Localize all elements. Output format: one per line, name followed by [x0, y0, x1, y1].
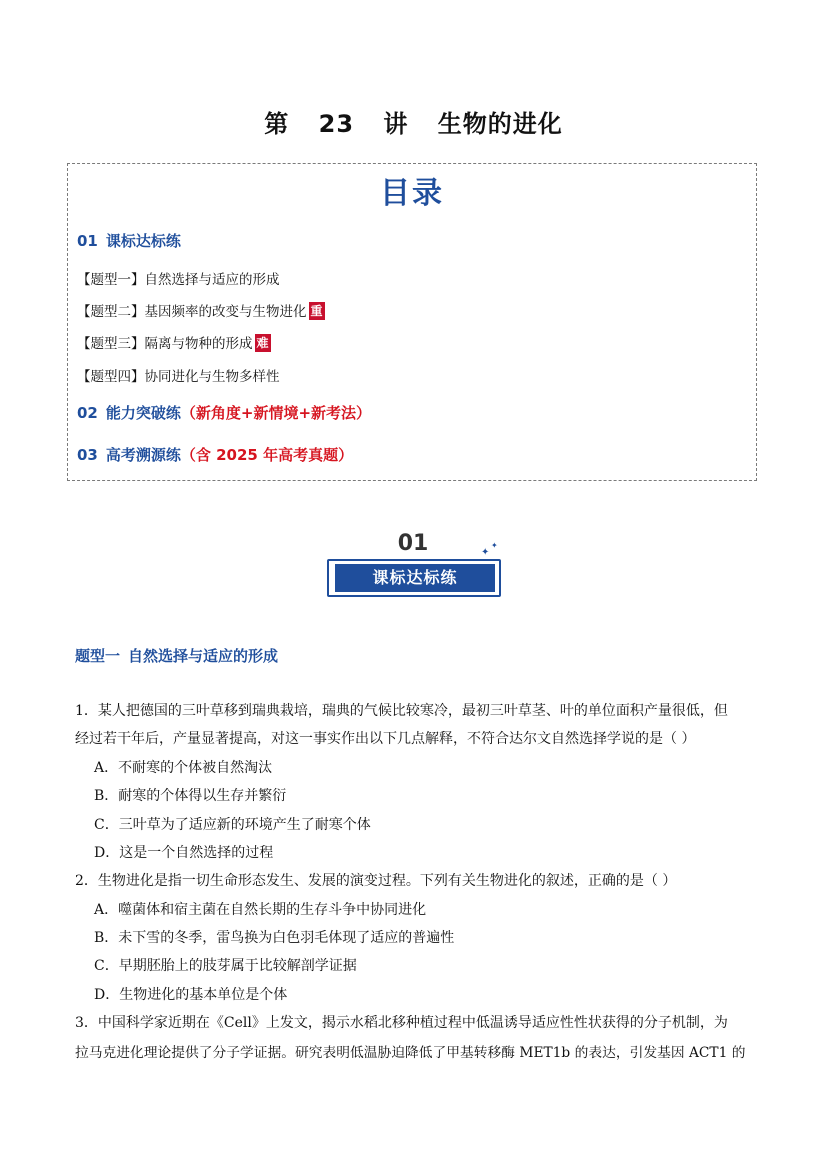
- toc-heading: 目录: [380, 176, 444, 211]
- question-1-line-2: 经过若干年后，产量显著提高，对这一事实作出以下几点解释，不符合达尔文自然选择学说的是（ ）: [75, 731, 696, 747]
- question-1-option-c[interactable]: C．三叶草为了适应新的环境产生了耐寒个体: [94, 817, 371, 833]
- toc-section-number: 01: [77, 232, 98, 250]
- type-title: 自然选择与适应的形成: [128, 647, 279, 665]
- question-1-option-a[interactable]: A．不耐寒的个体被自然淘汰: [94, 760, 273, 776]
- question-1-line-1: 1．某人把德国的三叶草移到瑞典栽培，瑞典的气候比较寒冷，最初三叶草茎、叶的单位面积产量很低，但: [75, 703, 728, 719]
- question-3-line-2: 拉马克进化理论提供了分子学证据。研究表明低温胁迫降低了甲基转移酶 MET1b 的表达，引发基因 ACT1 的: [75, 1045, 746, 1061]
- toc-type-2[interactable]: [77, 300, 325, 320]
- toc-type-3[interactable]: [77, 332, 271, 352]
- toc-section-extra: （含 2025 年高考真题）: [180, 446, 354, 464]
- toc-type-label: 【题型三】隔离与物种的形成: [77, 336, 253, 352]
- difficult-badge: 难: [256, 336, 269, 350]
- section-banner: [323, 531, 503, 601]
- toc-section-number: 02: [77, 404, 98, 422]
- sparkle-icon: ✦: [491, 541, 498, 550]
- question-1-option-b[interactable]: B．耐寒的个体得以生存并繁衍: [94, 788, 287, 804]
- question-1-option-d[interactable]: D．这是一个自然选择的过程: [94, 845, 274, 861]
- toc-type-4[interactable]: [77, 365, 280, 385]
- toc-section-label: 能力突破练: [105, 404, 181, 422]
- banner-number: 01: [397, 531, 429, 556]
- toc-section-2[interactable]: [77, 402, 371, 423]
- sparkle-icon: ✦: [481, 547, 490, 558]
- question-2-option-d[interactable]: D．生物进化的基本单位是个体: [94, 987, 288, 1003]
- toc-type-label: 【题型二】基因频率的改变与生物进化: [77, 304, 307, 320]
- question-2-line-1: 2．生物进化是指一切生命形态发生、发展的演变过程。下列有关生物进化的叙述，正确的是（ ）: [75, 873, 677, 889]
- toc-section-number: 03: [77, 446, 98, 464]
- question-2-option-c[interactable]: C．早期胚胎上的肢芽属于比较解剖学证据: [94, 958, 357, 974]
- toc-section-1[interactable]: [77, 230, 181, 251]
- toc-section-3[interactable]: [77, 444, 353, 465]
- page-title: 第 23 讲 生物的进化: [264, 110, 563, 138]
- toc-type-label: 【题型一】自然选择与适应的形成: [77, 272, 280, 288]
- toc-section-extra: （新角度+新情境+新考法）: [180, 404, 372, 422]
- toc-type-1[interactable]: [77, 268, 280, 288]
- question-type-heading: [75, 645, 278, 666]
- toc-section-label: 课标达标练: [105, 232, 181, 250]
- table-of-contents: [67, 163, 757, 481]
- toc-type-label: 【题型四】协同进化与生物多样性: [77, 369, 280, 385]
- key-point-badge: 重: [310, 304, 323, 318]
- question-2-option-b[interactable]: B．未下雪的冬季，雷鸟换为白色羽毛体现了适应的普遍性: [94, 930, 455, 946]
- banner-label: 课标达标练: [335, 564, 495, 592]
- type-label: 题型一: [75, 647, 121, 665]
- toc-section-label: 高考溯源练: [105, 446, 181, 464]
- question-3-line-1: 3．中国科学家近期在《Cell》上发文，揭示水稻北移种植过程中低温诱导适应性性状获得的分子机制，为: [75, 1015, 728, 1031]
- question-2-option-a[interactable]: A．噬菌体和宿主菌在自然长期的生存斗争中协同进化: [94, 902, 427, 918]
